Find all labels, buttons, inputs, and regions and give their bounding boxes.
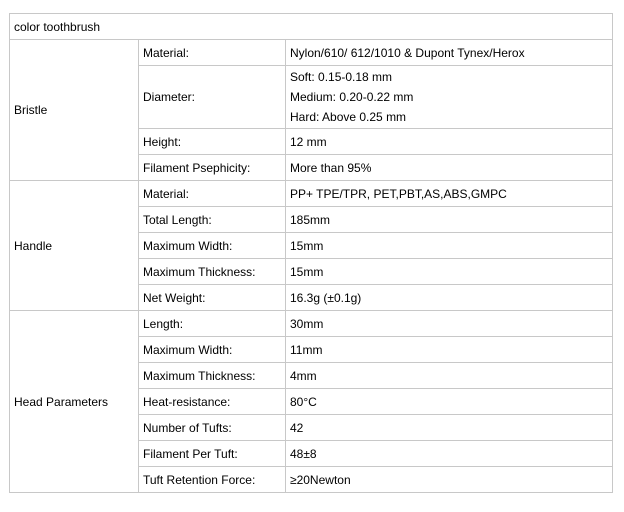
row-label: Material:	[139, 181, 286, 207]
table-title: color toothbrush	[10, 14, 613, 40]
spec-table	[9, 13, 613, 493]
row-value: 30mm	[286, 311, 613, 337]
row-label: Material:	[139, 40, 286, 66]
row-value: 185mm	[286, 207, 613, 233]
row-label: Number of Tufts:	[139, 415, 286, 441]
row-value	[286, 66, 613, 129]
row-value: 15mm	[286, 259, 613, 285]
row-label: Filament Psephicity:	[139, 155, 286, 181]
group-name: Head Parameters	[10, 311, 139, 493]
row-label: Tuft Retention Force:	[139, 467, 286, 493]
table-row	[10, 181, 613, 207]
group-name: Bristle	[10, 40, 139, 181]
row-value: 12 mm	[286, 129, 613, 155]
row-label: Maximum Width:	[139, 337, 286, 363]
row-label: Maximum Thickness:	[139, 363, 286, 389]
row-label: Net Weight:	[139, 285, 286, 311]
table-row	[10, 40, 613, 66]
row-label: Filament Per Tuft:	[139, 441, 286, 467]
row-value: 80°C	[286, 389, 613, 415]
row-value: More than 95%	[286, 155, 613, 181]
table-row	[10, 311, 613, 337]
row-label: Maximum Thickness:	[139, 259, 286, 285]
row-value: 15mm	[286, 233, 613, 259]
row-value: 4mm	[286, 363, 613, 389]
row-label: Height:	[139, 129, 286, 155]
row-value: ≥20Newton	[286, 467, 613, 493]
row-value-line: Soft: 0.15-0.18 mm	[290, 70, 393, 84]
row-label: Maximum Width:	[139, 233, 286, 259]
row-value-line: Medium: 0.20-0.22 mm	[290, 90, 414, 104]
row-value: 11mm	[286, 337, 613, 363]
row-value: PP+ TPE/TPR, PET,PBT,AS,ABS,GMPC	[286, 181, 613, 207]
row-value: 48±8	[286, 441, 613, 467]
row-label: Heat-resistance:	[139, 389, 286, 415]
row-value-line: Hard: Above 0.25 mm	[290, 110, 407, 124]
title-row	[10, 14, 613, 40]
row-label: Diameter:	[139, 66, 286, 129]
row-label: Total Length:	[139, 207, 286, 233]
row-label: Length:	[139, 311, 286, 337]
row-value: 16.3g (±0.1g)	[286, 285, 613, 311]
group-name: Handle	[10, 181, 139, 311]
row-value: 42	[286, 415, 613, 441]
row-value: Nylon/610/ 612/1010 & Dupont Tynex/Herox	[286, 40, 613, 66]
